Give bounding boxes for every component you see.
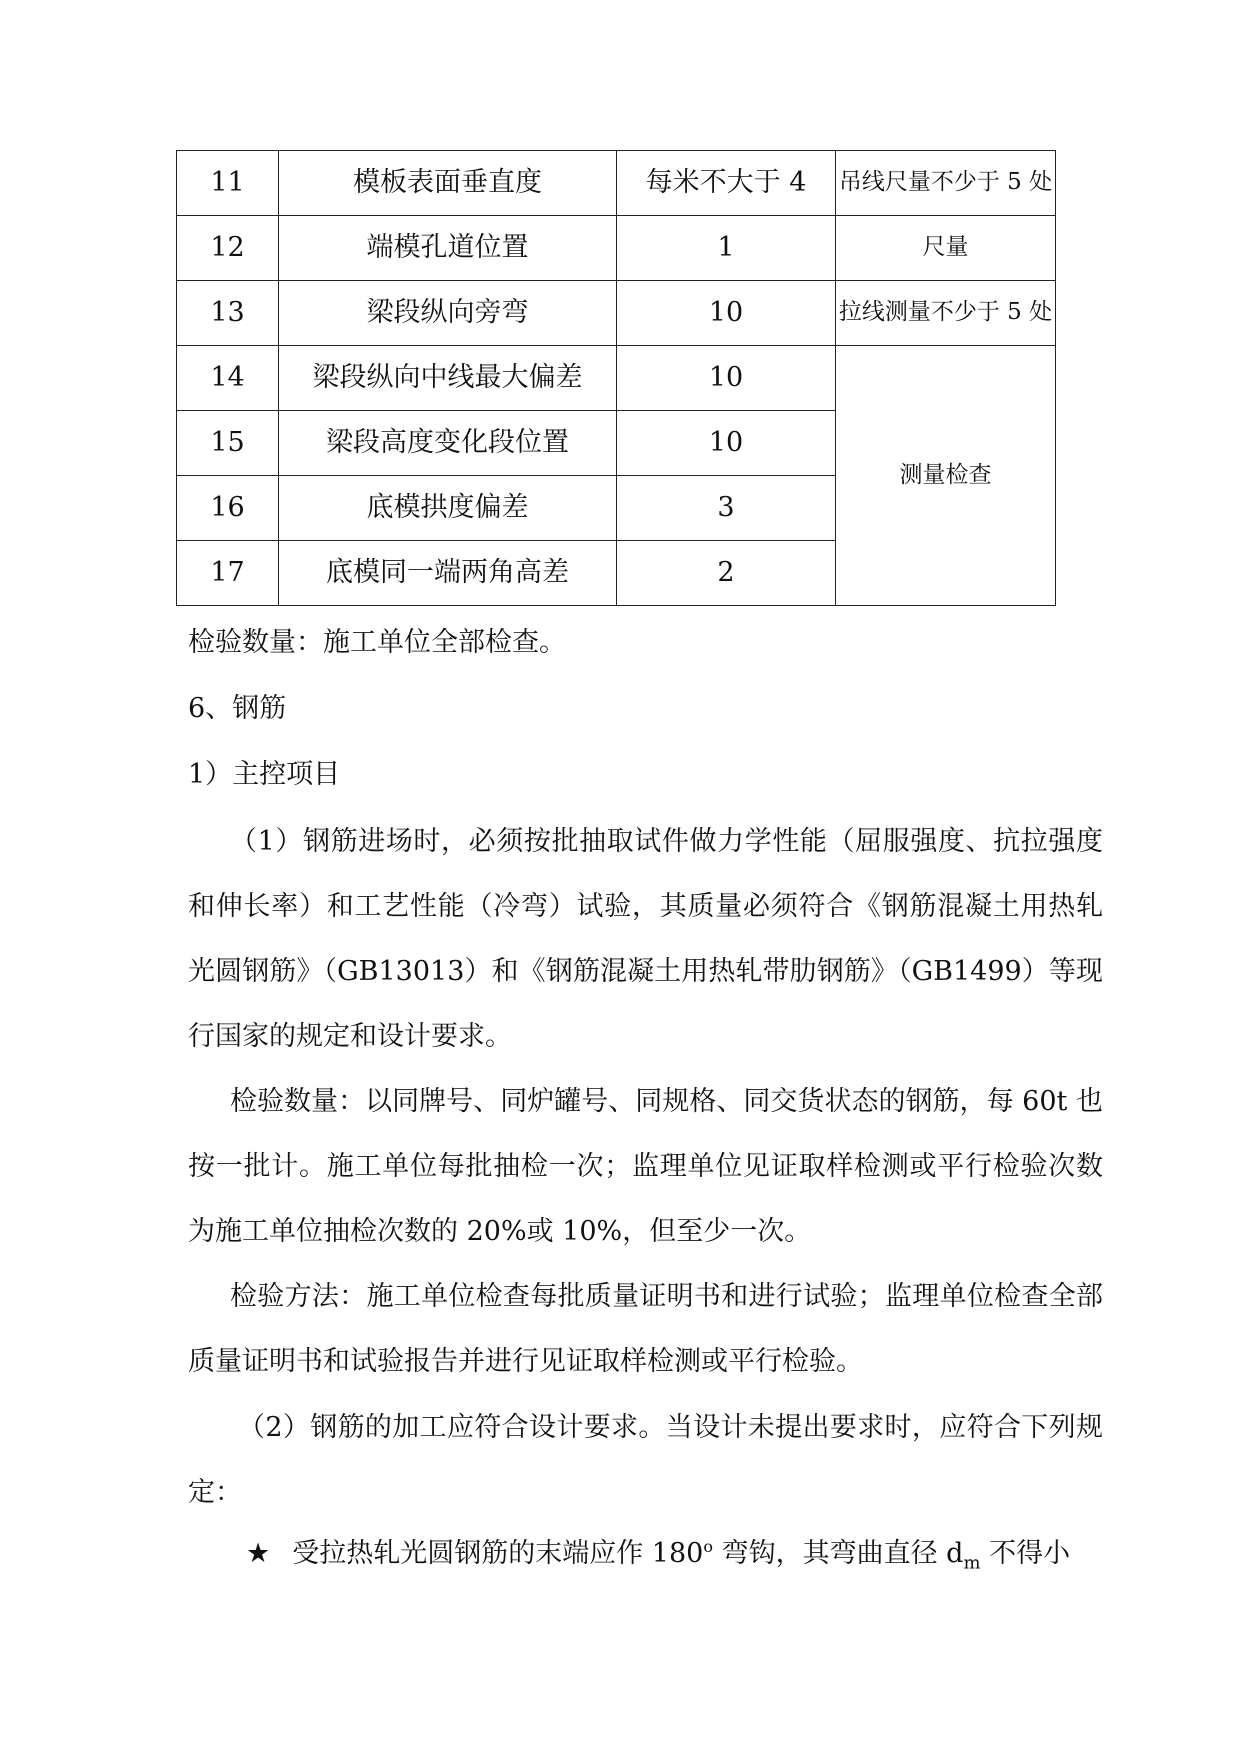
bullet-text-c: 不得小: [980, 1538, 1071, 1569]
merged-method-cell: 测量检查: [836, 346, 1056, 606]
row-tolerance: 10: [617, 346, 836, 411]
table-row: [177, 281, 1056, 346]
row-method: 尺量: [836, 216, 1056, 281]
star-icon: ★: [246, 1538, 271, 1569]
row-tolerance: 2: [617, 541, 836, 606]
row-item: 梁段高度变化段位置: [279, 411, 617, 476]
row-number: 16: [177, 476, 279, 541]
row-item: 底模同一端两角高差: [279, 541, 617, 606]
item-2-paragraph: （2）钢筋的加工应符合设计要求。当设计未提出要求时，应符合下列规定：: [188, 1412, 1103, 1508]
row-tolerance: 1: [617, 216, 836, 281]
item-1-quantity: 检验数量：以同牌号、同炉罐号、同规格、同交货状态的钢筋，每 60t 也按一批计。施工单位每批抽检一次；监理单位见证取样检测或平行检验次数为施工单位抽检次数的 20%或 10%，但至少一次。: [188, 1086, 1103, 1247]
row-method: 吊线尺量不少于 5 处: [836, 151, 1056, 216]
row-tolerance: 10: [617, 411, 836, 476]
bullet-line: [246, 1530, 1070, 1579]
row-number: 13: [177, 281, 279, 346]
table-row: [177, 151, 1056, 216]
table-row: [177, 216, 1056, 281]
row-number: 11: [177, 151, 279, 216]
row-tolerance: 每米不大于 4: [617, 151, 836, 216]
inspection-quantity: 检验数量：施工单位全部检查。: [188, 627, 566, 658]
row-method: 拉线测量不少于 5 处: [836, 281, 1056, 346]
row-item: 底模拱度偏差: [279, 476, 617, 541]
item-1-method: 检验方法：施工单位检查每批质量证明书和进行试验；监理单位检查全部质量证明书和试验报告并进行见证取样检测或平行检验。: [188, 1281, 1103, 1377]
row-item: 梁段纵向旁弯: [279, 281, 617, 346]
row-tolerance: 3: [617, 476, 836, 541]
bullet-text-b: 弯钩，其弯曲直径 d: [712, 1538, 964, 1569]
row-item: 梁段纵向中线最大偏差: [279, 346, 617, 411]
bullet-text-a: 受拉热轧光圆钢筋的末端应作 180: [292, 1538, 704, 1569]
table-row: [177, 346, 1056, 411]
row-number: 15: [177, 411, 279, 476]
tolerance-table: [176, 150, 1056, 606]
row-tolerance: 10: [617, 281, 836, 346]
row-number: 12: [177, 216, 279, 281]
row-number: 14: [177, 346, 279, 411]
section-heading: 6、钢筋: [188, 693, 287, 724]
subscript-m: m: [963, 1552, 981, 1574]
subsection-heading: 1）主控项目: [188, 759, 341, 790]
item-1-paragraph: （1）钢筋进场时，必须按批抽取试件做力学性能（屈服强度、抗拉强度和伸长率）和工艺性能（冷弯）试验，其质量必须符合《钢筋混凝土用热轧光圆钢筋》（GB13013）和《钢筋混凝土用热轧带肋钢筋》（GB1499）等现行国家的规定和设计要求。: [188, 826, 1103, 1052]
row-item: 模板表面垂直度: [279, 151, 617, 216]
row-item: 端模孔道位置: [279, 216, 617, 281]
row-number: 17: [177, 541, 279, 606]
degree-mark: o: [703, 1537, 713, 1556]
